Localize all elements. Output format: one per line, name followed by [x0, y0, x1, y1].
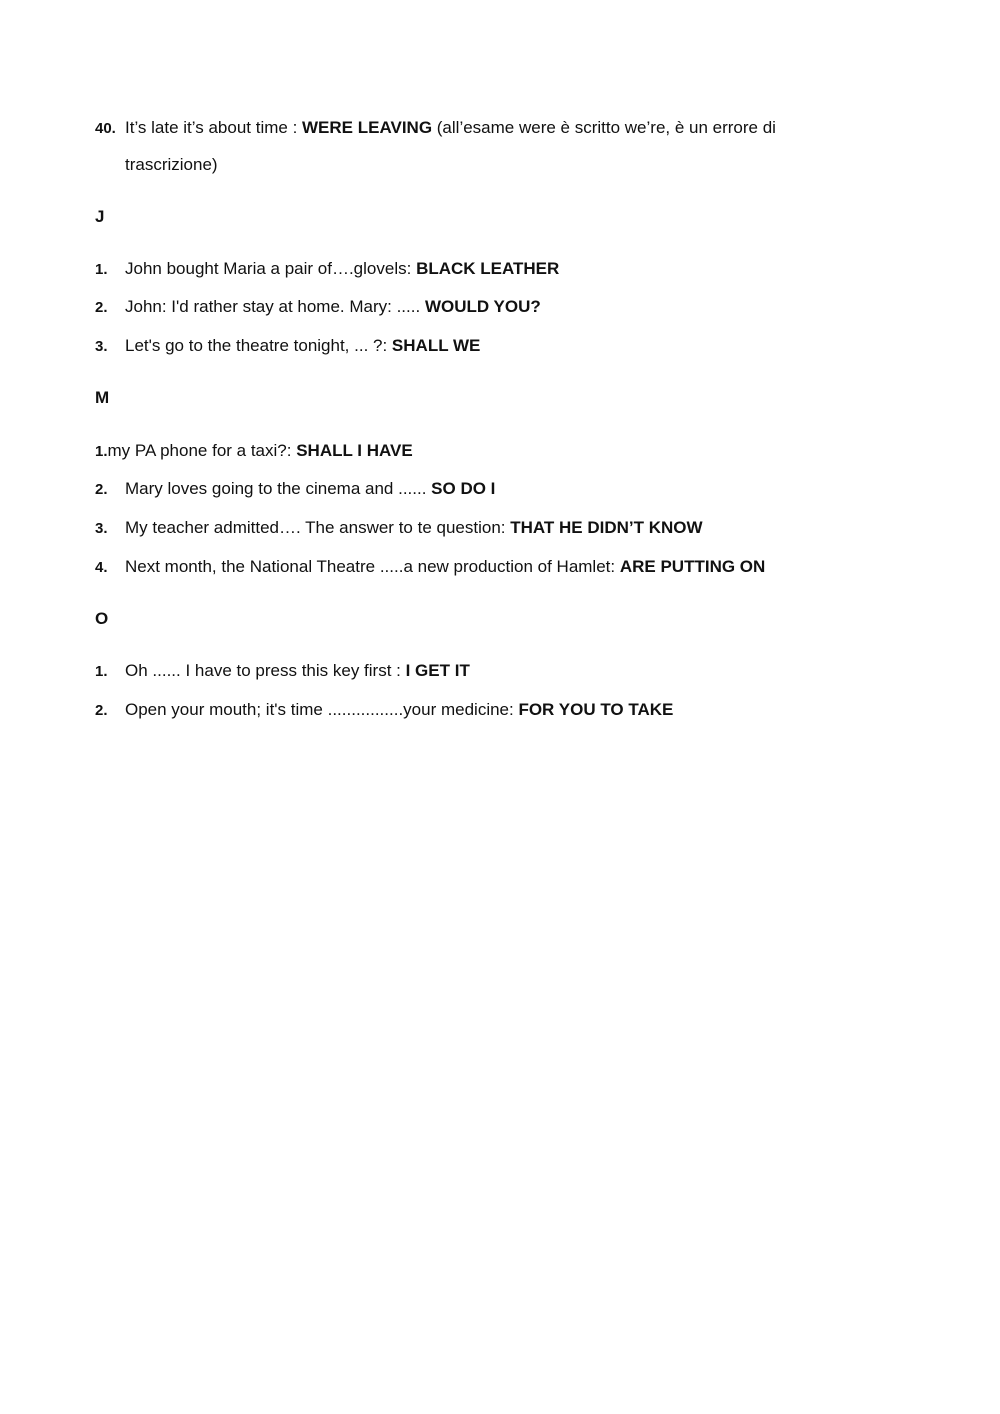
item-text: my PA phone for a taxi?: [107, 441, 297, 460]
item-number: 1. [95, 663, 108, 680]
item-number: 4. [95, 559, 108, 576]
item-text: Mary loves going to the cinema and ...... [125, 479, 432, 498]
section-heading-m: M [95, 388, 110, 407]
list-item [95, 516, 895, 541]
item-number: 40. [95, 120, 116, 137]
section-heading-o: O [95, 609, 109, 628]
item-text: John bought Maria a pair of….glovels: [125, 259, 417, 278]
item-note: (all’esame were è scritto we’re, è un errore di [432, 118, 776, 137]
item-answer: I GET IT [405, 661, 470, 680]
item-text: It’s late it’s about time : [125, 118, 303, 137]
list-item [95, 439, 895, 464]
item-answer: ARE PUTTING ON [619, 557, 766, 576]
section-heading-j: J [95, 207, 105, 226]
item-text: Open your mouth; it's time ................your medicine: [125, 700, 519, 719]
item-number: 3. [95, 338, 108, 355]
item-number: 2. [95, 299, 108, 316]
list-item [95, 555, 895, 580]
list-item [95, 477, 895, 502]
item-text: John: I'd rather stay at home. Mary: ..... [125, 297, 425, 316]
item-text: My teacher admitted…. The answer to te question: [125, 518, 511, 537]
item-answer: THAT HE DIDN’T KNOW [510, 518, 703, 537]
list-item [95, 659, 895, 684]
list-item [95, 295, 895, 320]
item-text: Let's go to the theatre tonight, ... ?: [125, 336, 392, 355]
item-answer: FOR YOU TO TAKE [518, 700, 674, 719]
item-continuation: trascrizione) [125, 155, 218, 174]
item-answer: SO DO I [431, 479, 496, 498]
item-text: Oh ...... I have to press this key first : [125, 661, 406, 680]
list-item [95, 698, 895, 723]
list-item [95, 334, 895, 359]
item-text: Next month, the National Theatre .....a new production of Hamlet: [125, 557, 620, 576]
list-item [95, 257, 895, 282]
item-number: 2. [95, 702, 108, 719]
item-number: 2. [95, 481, 108, 498]
item-answer: WERE LEAVING [302, 118, 433, 137]
item-answer: BLACK LEATHER [416, 259, 560, 278]
item-answer: SHALL I HAVE [296, 441, 413, 460]
item-number: 1. [95, 261, 108, 278]
list-item-40 [95, 116, 895, 141]
item-number: 1. [95, 443, 108, 460]
item-number: 3. [95, 520, 108, 537]
item-answer: WOULD YOU? [424, 297, 541, 316]
item-answer: SHALL WE [391, 336, 481, 355]
